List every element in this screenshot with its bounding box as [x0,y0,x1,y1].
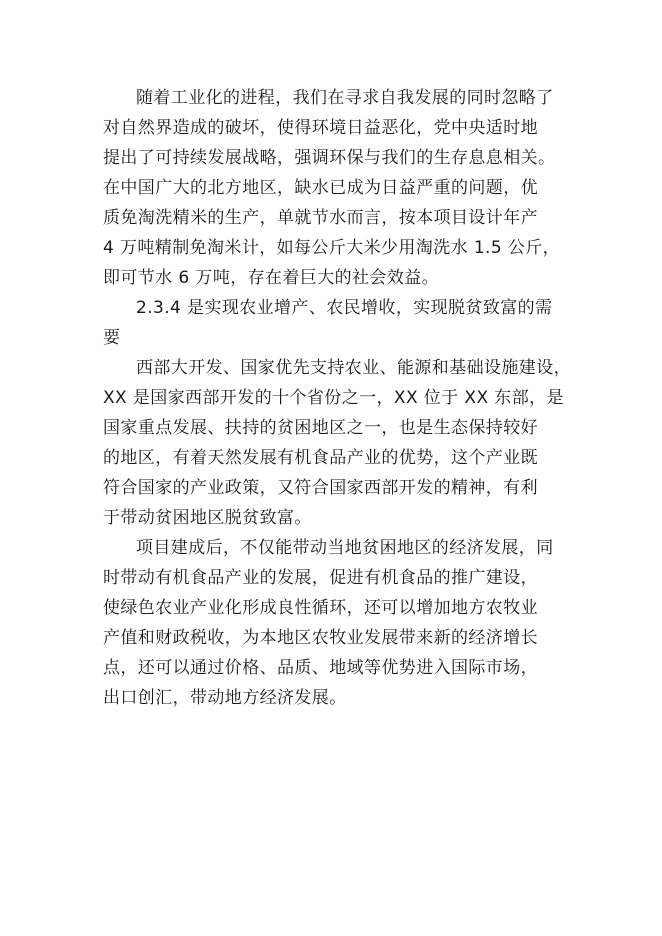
heading-line: 要 [103,328,121,348]
heading-line: 2.3.4 是实现农业增产、农民增收，实现脱贫致富的需 [136,298,553,318]
text-line: 即可节水 6 万吨，存在着巨大的社会效益。 [103,268,440,288]
text-line: 质免淘洗精米的生产，单就节水而言，按本项目设计年产 [103,208,538,228]
text-line: 随着工业化的进程，我们在寻求自我发展的同时忽略了 [136,88,554,108]
text-line: 提出了可持续发展战略，强调环保与我们的生存息息相关。 [103,148,556,168]
text-line: 时带动有机食品产业的发展，促进有机食品的推广建设， [103,568,538,588]
text-line: 产值和财政税收，为本地区农牧业发展带来新的经济增长 [103,628,538,648]
text-line: 的地区，有着天然发展有机食品产业的优势，这个产业既 [103,448,538,468]
text-line: 国家重点发展、扶持的贫困地区之一，也是生态保持较好 [103,418,538,438]
text-line: 4 万吨精制免淘米计，如每公斤大米少用淘洗水 1.5 公斤， [103,238,561,258]
text-line: 符合国家的产业政策，又符合国家西部开发的精神，有利 [103,478,538,498]
text-line: 项目建成后，不仅能带动当地贫困地区的经济发展，同 [136,538,554,558]
text-line: 于带动贫困地区脱贫致富。 [103,508,312,528]
text-line: 西部大开发、国家优先支持农业、能源和基础设施建设， [136,358,571,378]
text-line: XX 是国家西部开发的十个省份之一，XX 位于 XX 东部，是 [103,388,564,408]
text-line: 对自然界造成的破坏，使得环境日益恶化，党中央适时地 [103,118,538,138]
text-line: 使绿色农业产业化形成良性循环，还可以增加地方农牧业 [103,598,538,618]
text-line: 在中国广大的北方地区，缺水已成为日益严重的问题，优 [103,178,538,198]
text-line: 出口创汇，带动地方经济发展。 [103,688,347,708]
text-line: 点，还可以通过价格、品质、地域等优势进入国际市场， [103,658,538,678]
